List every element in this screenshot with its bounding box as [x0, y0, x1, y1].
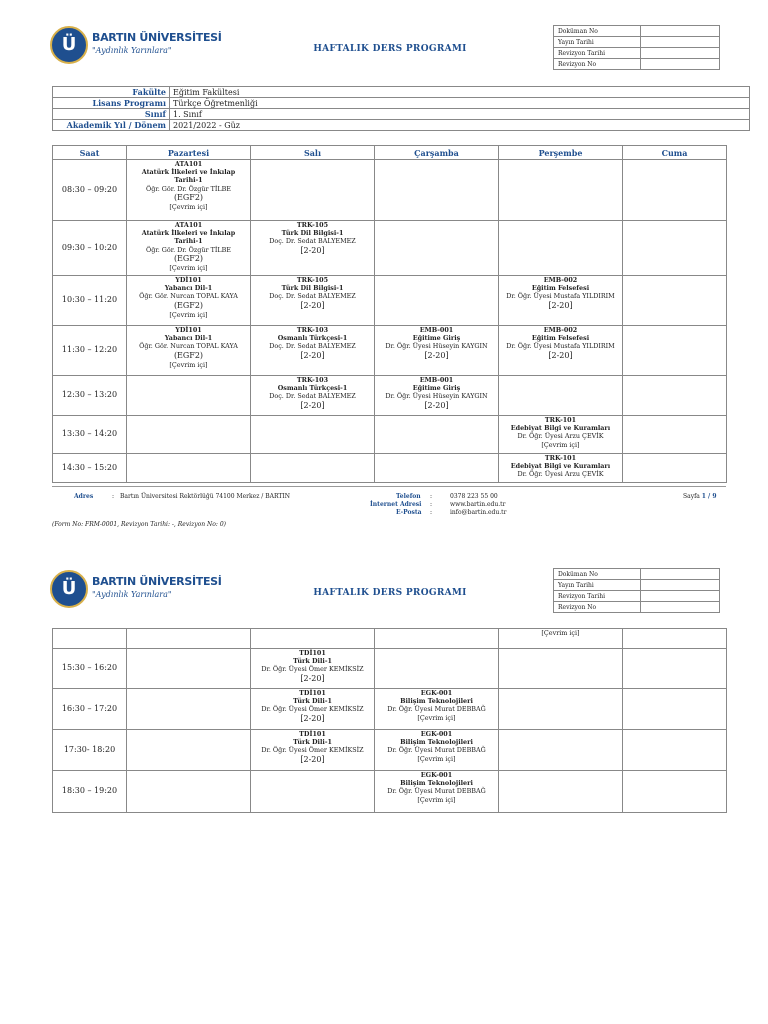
- schedule-cell: [375, 416, 499, 454]
- logo-slogan: "Aydınlık Yarınlara": [92, 590, 172, 599]
- document-title: HAFTALIK DERS PROGRAMI: [313, 44, 467, 54]
- course-mode: [Çevrim içi]: [169, 202, 208, 211]
- time-slot: 13:30 – 14:20: [53, 416, 127, 454]
- time-slot: 14:30 – 15:20: [53, 454, 127, 483]
- info-key: Lisans Programı: [53, 98, 170, 109]
- weekly-schedule-table-continued: [52, 628, 727, 813]
- schedule-row: [53, 771, 727, 813]
- course-name: Türk Dil Bilgisi-1: [281, 229, 344, 238]
- schedule-cell: [127, 771, 251, 813]
- course-mode: [Çevrim içi]: [169, 263, 208, 272]
- header-monday: Pazartesi: [127, 146, 251, 160]
- schedule-cell: [375, 649, 499, 689]
- footer-separator: :: [112, 493, 115, 500]
- course-code: YDİ101: [175, 276, 202, 284]
- email-label: E-Posta: [396, 509, 422, 516]
- time-slot: 18:30 – 19:20: [53, 771, 127, 813]
- schedule-cell: [623, 276, 727, 326]
- schedule-cell: [499, 771, 623, 813]
- meta-label: Yayın Tarihi: [554, 580, 641, 591]
- course-name: Türk Dili-1: [293, 697, 332, 706]
- schedule-cell: [251, 771, 375, 813]
- schedule-cell: [251, 416, 375, 454]
- weekly-schedule-table: [52, 145, 727, 483]
- university-logo: [50, 26, 222, 66]
- course-code: TDİ101: [299, 730, 326, 738]
- info-value: 1. Sınıf: [170, 109, 750, 120]
- course-name: Osmanlı Türkçesi-1: [277, 384, 348, 393]
- time-slot: 09:30 – 10:20: [53, 221, 127, 276]
- header-thursday: Perşembe: [499, 146, 623, 160]
- course-code: EGK-001: [420, 771, 453, 779]
- schedule-cell: [499, 689, 623, 730]
- course-room: [2-20]: [300, 713, 325, 723]
- meta-label: Revizyon No: [554, 59, 641, 70]
- course-code: TDİ101: [299, 689, 326, 697]
- schedule-cell: [375, 221, 499, 276]
- schedule-row: [53, 276, 727, 326]
- meta-label: Yayın Tarihi: [554, 37, 641, 48]
- page-number: [683, 493, 717, 500]
- course-teacher: Öğr. Gör. Dr. Özgür TİLBE: [146, 245, 231, 254]
- time-slot: 10:30 – 11:20: [53, 276, 127, 326]
- course-teacher: Dr. Öğr. Üyesi Hüseyin KAYGIN: [385, 342, 488, 351]
- course-mode: [Çevrim içi]: [541, 629, 580, 637]
- schedule-cell: [375, 689, 499, 730]
- course-name: Türk Dil Bilgisi-1: [281, 284, 344, 293]
- course-mode: [Çevrim içi]: [417, 713, 456, 722]
- schedule-cell: [251, 221, 375, 276]
- course-code: EGK-001: [420, 730, 453, 738]
- course-teacher: Dr. Öğr. Üyesi Hüseyin KAYGIN: [385, 392, 488, 401]
- course-room: [2-20]: [300, 350, 325, 360]
- schedule-cell: [127, 689, 251, 730]
- time-slot: 16:30 – 17:20: [53, 689, 127, 730]
- schedule-cell: [127, 416, 251, 454]
- schedule-cell: [127, 730, 251, 771]
- info-value: 2021/2022 - Güz: [170, 120, 750, 131]
- course-teacher: Doç. Dr. Sedat BALYEMEZ: [269, 342, 356, 351]
- schedule-cell: [623, 649, 727, 689]
- schedule-cell: [251, 649, 375, 689]
- course-mode: [Çevrim içi]: [417, 754, 456, 763]
- course-name: Atatürk İlkeleri ve İnkılap Tarihi-1: [141, 168, 236, 185]
- course-name: Bilişim Teknolojileri: [400, 738, 473, 747]
- address-text: Bartın Üniversitesi Rektörlüğü 74100 Merkez / BARTIN: [120, 493, 290, 500]
- meta-value: [641, 569, 720, 580]
- schedule-cell: [499, 160, 623, 221]
- course-teacher: Dr. Öğr. Üyesi Mustafa YILDIRIM: [506, 292, 615, 301]
- page-value: 1 / 9: [701, 493, 717, 500]
- schedule-cell: [251, 160, 375, 221]
- schedule-cell: [251, 730, 375, 771]
- meta-label: Revizyon No: [554, 602, 641, 613]
- course-code: ATA101: [174, 160, 203, 168]
- schedule-cell: [251, 454, 375, 483]
- schedule-cell: [499, 276, 623, 326]
- course-room: [2-20]: [300, 673, 325, 683]
- meta-label: Revizyon Tarihi: [554, 591, 641, 602]
- schedule-cell: [375, 376, 499, 416]
- course-teacher: Dr. Öğr. Üyesi Murat DEBBAĞ: [387, 787, 486, 796]
- course-room: [2-20]: [300, 754, 325, 764]
- university-seal-icon: [50, 570, 88, 608]
- web-label: İnternet Adresi: [370, 501, 422, 508]
- course-code: EGK-001: [420, 689, 453, 697]
- schedule-row: [53, 160, 727, 221]
- course-mode: [Çevrim içi]: [169, 310, 208, 319]
- schedule-cell: [251, 276, 375, 326]
- course-teacher: Dr. Öğr. Üyesi Arzu ÇEVİK: [517, 470, 604, 479]
- course-code: EMB-002: [543, 276, 578, 284]
- course-teacher: Dr. Öğr. Üyesi Murat DEBBAĞ: [387, 705, 486, 714]
- course-room: [2-20]: [424, 350, 449, 360]
- schedule-cell: [127, 326, 251, 376]
- schedule-cell: [127, 454, 251, 483]
- course-teacher: Doç. Dr. Sedat BALYEMEZ: [269, 237, 356, 246]
- document-meta-table: [553, 25, 720, 70]
- course-mode: [Çevrim içi]: [541, 440, 580, 449]
- schedule-cell: [499, 730, 623, 771]
- university-logo: [50, 570, 222, 610]
- time-slot: 08:30 – 09:20: [53, 160, 127, 221]
- meta-value: [641, 37, 720, 48]
- header-time: Saat: [53, 146, 127, 160]
- schedule-cell: [127, 276, 251, 326]
- course-name: Yabancı Dil-1: [164, 284, 213, 293]
- course-room: (EGF2): [173, 300, 204, 310]
- info-key: Akademik Yıl / Dönem: [53, 120, 170, 131]
- footer-separator: :: [430, 493, 433, 500]
- schedule-cell: [127, 629, 251, 649]
- schedule-row: [53, 629, 727, 649]
- schedule-cell: [375, 730, 499, 771]
- schedule-cell: [375, 276, 499, 326]
- schedule-cell: [499, 454, 623, 483]
- schedule-row: [53, 376, 727, 416]
- course-code: YDİ101: [175, 326, 202, 334]
- schedule-cell: [623, 730, 727, 771]
- schedule-row: [53, 454, 727, 483]
- schedule-cell: [623, 416, 727, 454]
- course-code: TDİ101: [299, 649, 326, 657]
- schedule-cell: [375, 326, 499, 376]
- address-label: Adres: [74, 493, 94, 500]
- header-tuesday: Salı: [251, 146, 375, 160]
- course-code: TRK-105: [296, 276, 329, 284]
- course-room: (EGF2): [173, 192, 204, 202]
- page-prefix: Sayfa: [683, 493, 700, 500]
- course-name: Edebiyat Bilgi ve Kuramları: [510, 424, 611, 433]
- schedule-cell: [623, 221, 727, 276]
- course-room: [2-20]: [548, 350, 573, 360]
- schedule-cell: [251, 376, 375, 416]
- schedule-cell: [623, 771, 727, 813]
- email-link[interactable]: info@bartin.edu.tr: [450, 509, 507, 516]
- course-code: EMB-001: [419, 326, 454, 334]
- schedule-cell: [375, 160, 499, 221]
- course-code: TRK-101: [544, 454, 577, 462]
- course-code: EMB-001: [419, 376, 454, 384]
- course-name: Osmanlı Türkçesi-1: [277, 334, 348, 343]
- meta-value: [641, 580, 720, 591]
- course-name: Eğitim Felsefesi: [531, 284, 590, 293]
- info-key: Sınıf: [53, 109, 170, 120]
- time-slot: 11:30 – 12:20: [53, 326, 127, 376]
- course-code: TRK-103: [296, 326, 329, 334]
- course-mode: [Çevrim içi]: [417, 795, 456, 804]
- time-slot: 15:30 – 16:20: [53, 649, 127, 689]
- footer-separator: :: [430, 501, 433, 508]
- time-slot: [53, 629, 127, 649]
- schedule-cell: [499, 221, 623, 276]
- schedule-cell: [499, 416, 623, 454]
- website-link[interactable]: www.bartin.edu.tr: [450, 501, 506, 508]
- course-name: Bilişim Teknolojileri: [400, 779, 473, 788]
- phone-text: 0378 223 55 00: [450, 493, 498, 500]
- schedule-cell: [499, 376, 623, 416]
- schedule-cell: [623, 376, 727, 416]
- course-room: [2-20]: [300, 400, 325, 410]
- course-teacher: Dr. Öğr. Üyesi Ömer KEMİKSİZ: [261, 746, 364, 755]
- page-2: [0, 562, 768, 822]
- schedule-cell: [127, 160, 251, 221]
- schedule-cell: [623, 454, 727, 483]
- course-teacher: Dr. Öğr. Üyesi Murat DEBBAĞ: [387, 746, 486, 755]
- course-teacher: Doç. Dr. Sedat BALYEMEZ: [269, 292, 356, 301]
- course-code: ATA101: [174, 221, 203, 229]
- schedule-cell: [375, 629, 499, 649]
- course-code: EMB-002: [543, 326, 578, 334]
- header-wednesday: Çarşamba: [375, 146, 499, 160]
- course-teacher: Öğr. Gör. Dr. Özgür TİLBE: [146, 184, 231, 193]
- document-meta-table: [553, 568, 720, 613]
- course-room: (EGF2): [173, 253, 204, 263]
- phone-label: Telefon: [396, 493, 421, 500]
- course-name: Eğitime Giriş: [412, 384, 461, 393]
- schedule-cell: [251, 689, 375, 730]
- schedule-row: [53, 649, 727, 689]
- time-slot: 17:30- 18:20: [53, 730, 127, 771]
- time-slot: 12:30 – 13:20: [53, 376, 127, 416]
- course-name: Atatürk İlkeleri ve İnkılap Tarihi-1: [141, 229, 236, 246]
- meta-value: [641, 602, 720, 613]
- info-key: Fakülte: [53, 87, 170, 98]
- meta-value: [641, 26, 720, 37]
- university-seal-icon: [50, 26, 88, 64]
- course-name: Bilişim Teknolojileri: [400, 697, 473, 706]
- meta-value: [641, 48, 720, 59]
- course-teacher: Doç. Dr. Sedat BALYEMEZ: [269, 392, 356, 401]
- header-friday: Cuma: [623, 146, 727, 160]
- document-title: HAFTALIK DERS PROGRAMI: [313, 588, 467, 598]
- page-footer: [52, 486, 726, 516]
- schedule-cell: [251, 326, 375, 376]
- schedule-cell: [499, 326, 623, 376]
- schedule-cell: [251, 629, 375, 649]
- course-teacher: Dr. Öğr. Üyesi Ömer KEMİKSİZ: [261, 705, 364, 714]
- schedule-row: [53, 416, 727, 454]
- schedule-row: [53, 221, 727, 276]
- schedule-cell: [127, 376, 251, 416]
- schedule-row: [53, 326, 727, 376]
- logo-title: BARTIN ÜNİVERSİTESİ: [92, 575, 222, 588]
- course-teacher: Dr. Öğr. Üyesi Arzu ÇEVİK: [517, 432, 604, 441]
- course-room: [2-20]: [424, 400, 449, 410]
- meta-label: Revizyon Tarihi: [554, 48, 641, 59]
- course-name: Eğitim Felsefesi: [531, 334, 590, 343]
- course-name: Yabancı Dil-1: [164, 334, 213, 343]
- meta-label: Doküman No: [554, 26, 641, 37]
- logo-slogan: "Aydınlık Yarınlara": [92, 46, 172, 55]
- info-value: Eğitim Fakültesi: [170, 87, 750, 98]
- course-room: [2-20]: [300, 245, 325, 255]
- schedule-row: [53, 730, 727, 771]
- course-teacher: Dr. Öğr. Üyesi Ömer KEMİKSİZ: [261, 665, 364, 674]
- course-code: TRK-101: [544, 416, 577, 424]
- meta-value: [641, 59, 720, 70]
- schedule-cell: [623, 689, 727, 730]
- course-teacher: Öğr. Gör. Nurcan TOPAL KAYA: [139, 342, 238, 351]
- course-mode: [Çevrim içi]: [169, 360, 208, 369]
- course-teacher: Öğr. Gör. Nurcan TOPAL KAYA: [139, 292, 238, 301]
- footer-separator: :: [430, 509, 433, 516]
- course-code: TRK-105: [296, 221, 329, 229]
- meta-value: [641, 591, 720, 602]
- meta-label: Doküman No: [554, 569, 641, 580]
- schedule-cell: [375, 454, 499, 483]
- course-teacher: Dr. Öğr. Üyesi Mustafa YILDIRIM: [506, 342, 615, 351]
- schedule-cell: [623, 326, 727, 376]
- course-name: Türk Dili-1: [293, 738, 332, 747]
- course-room: [2-20]: [548, 300, 573, 310]
- logo-title: BARTIN ÜNİVERSİTESİ: [92, 31, 222, 44]
- course-name: Eğitime Giriş: [412, 334, 461, 343]
- course-name: Türk Dili-1: [293, 657, 332, 666]
- schedule-cell: [127, 649, 251, 689]
- schedule-row: [53, 689, 727, 730]
- schedule-cell: [499, 629, 623, 649]
- schedule-cell: [499, 649, 623, 689]
- course-name: Edebiyat Bilgi ve Kuramları: [510, 462, 611, 471]
- schedule-cell: [623, 629, 727, 649]
- course-code: TRK-103: [296, 376, 329, 384]
- info-value: Türkçe Öğretmenliği: [170, 98, 750, 109]
- course-room: (EGF2): [173, 350, 204, 360]
- schedule-cell: [623, 160, 727, 221]
- schedule-cell: [127, 221, 251, 276]
- program-info-table: [52, 86, 750, 131]
- course-room: [2-20]: [300, 300, 325, 310]
- form-number: (Form No: FRM-0001, Revizyon Tarihi: -, Revizyon No: 0): [52, 521, 227, 528]
- schedule-cell: [375, 771, 499, 813]
